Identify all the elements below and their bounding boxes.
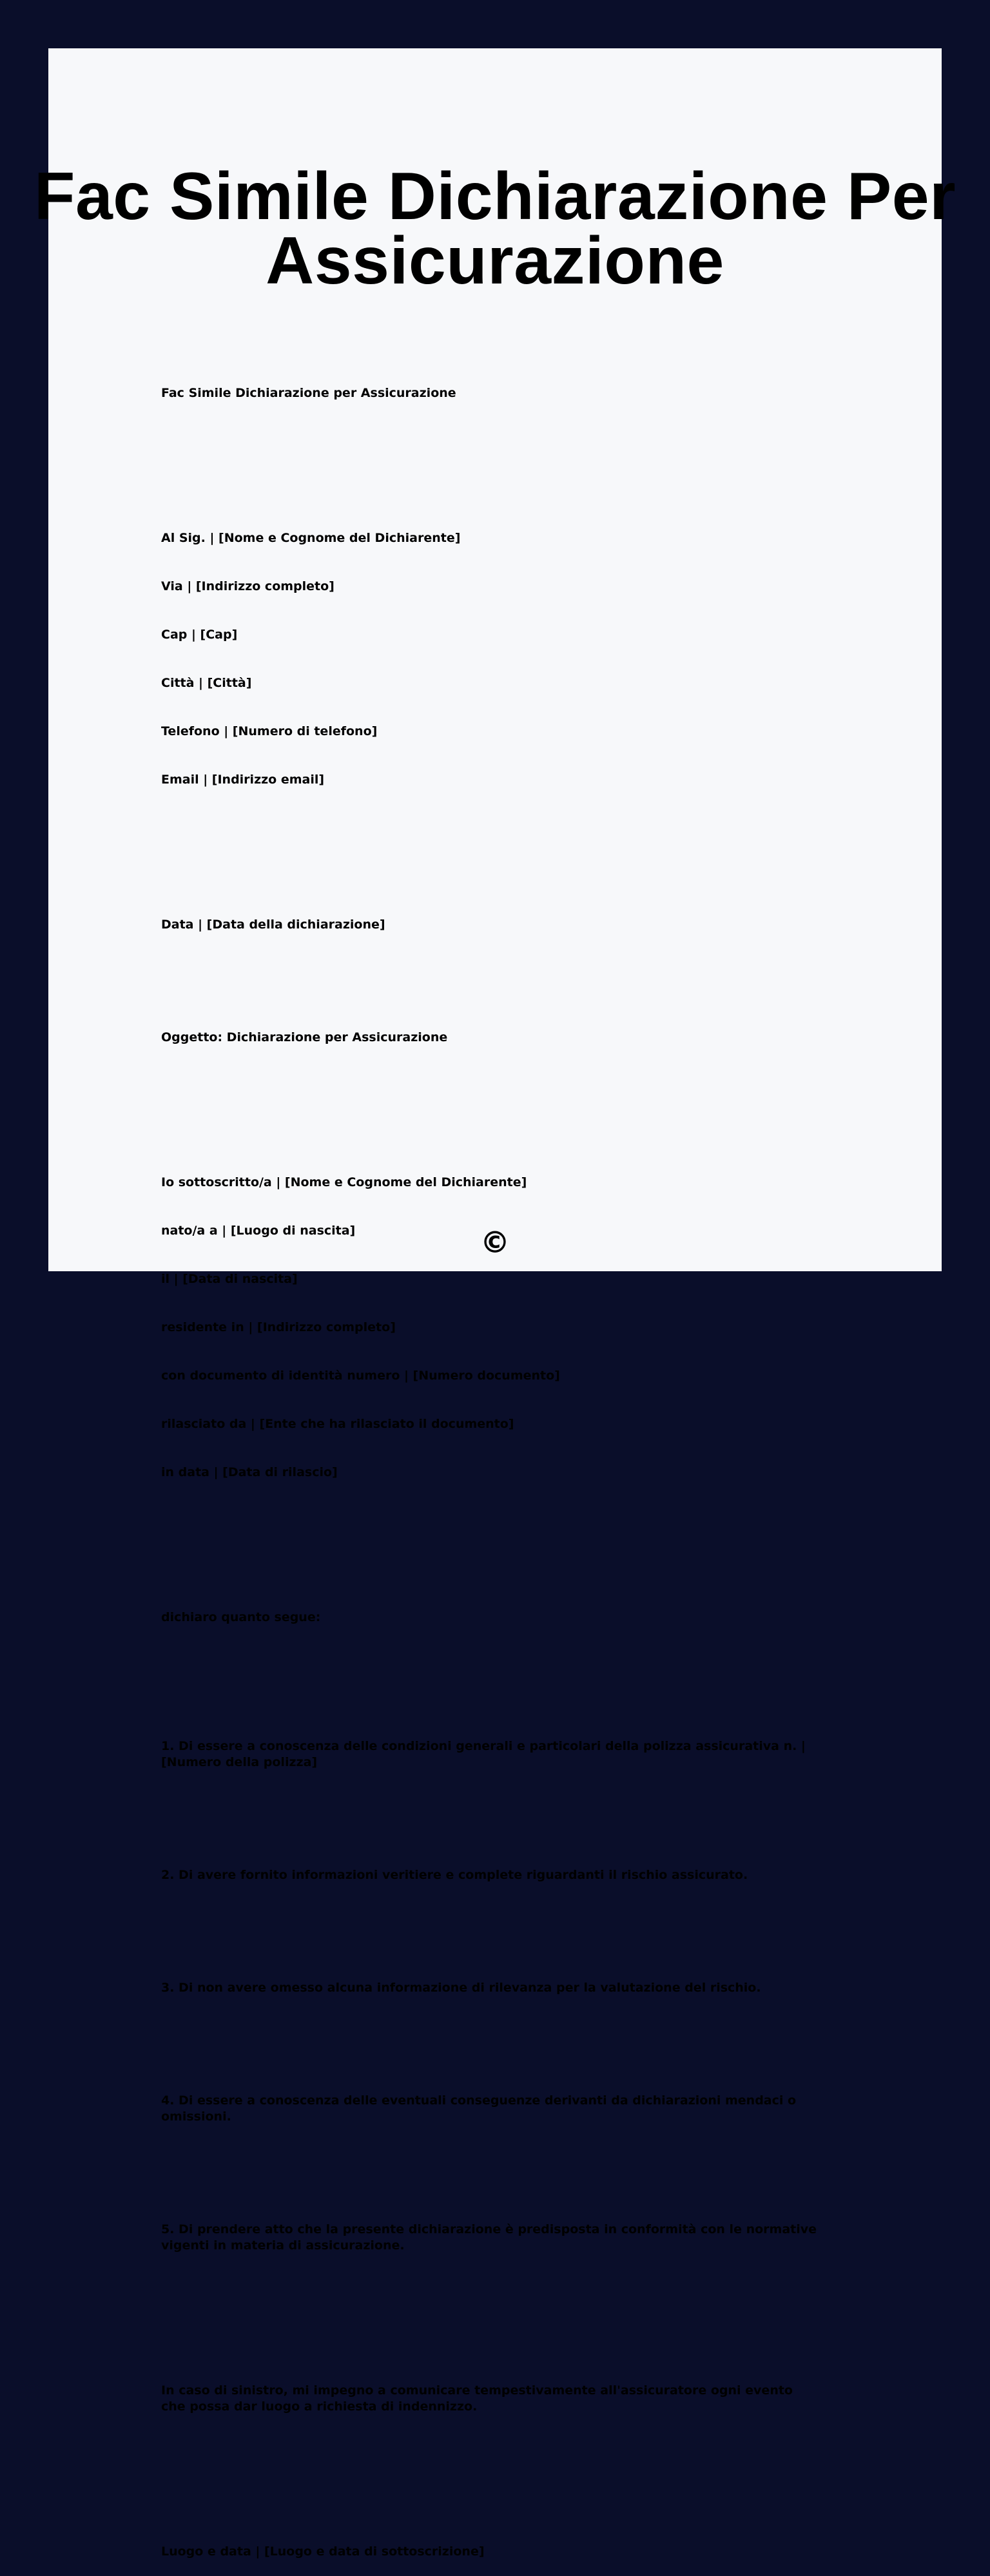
declarant-line: residente in | [Indirizzo completo] (161, 1320, 396, 1334)
letter-heading: Fac Simile Dichiarazione per Assicurazione (161, 386, 456, 400)
declarant-line: nato/a a | [Luogo di nascita] (161, 1224, 356, 1238)
declaration-point: 2. Di avere fornito informazioni veritiere e complete riguardanti il rischio assicurato. (161, 1868, 748, 1882)
declaration-point: 1. Di essere a conoscenza delle condizioni generali e particolari della polizza assicurativa n. | [Numero della polizza] (161, 1739, 810, 1769)
copyright-symbol: © (480, 1225, 510, 1260)
letter-body (161, 353, 819, 2576)
declarant-line: in data | [Data di rilascio] (161, 1465, 338, 1479)
recipient-line: Città | [Città] (161, 676, 252, 690)
place-date-line: Luogo e data | [Luogo e data di sottoscrizione] (161, 2544, 485, 2559)
declarant-block (161, 1142, 819, 1513)
recipient-line: Al Sig. | [Nome e Cognome del Dichiarente] (161, 531, 461, 545)
recipient-line: Email | [Indirizzo email] (161, 773, 325, 787)
declaration-point: 4. Di essere a conoscenza delle eventuali conseguenze derivanti da dichiarazioni mendaci o omissioni. (161, 2093, 801, 2124)
recipient-line: Cap | [Cap] (161, 628, 238, 642)
declaration-intro: dichiaro quanto segue: (161, 1610, 321, 1624)
closing-paragraph: In caso di sinistro, mi impegno a comunicare tempestivamente all'assicuratore ogni evento che possa dar luogo a richiesta di indennizzo. (161, 2383, 797, 2414)
declarant-line: il | [Data di nascita] (161, 1272, 298, 1286)
declarant-line: rilasciato da | [Ente che ha rilasciato il documento] (161, 1417, 514, 1431)
declarant-line: con documento di identità numero | [Numero documento] (161, 1369, 560, 1383)
recipient-line: Telefono | [Numero di telefono] (161, 724, 378, 738)
declaration-point: 5. Di prendere atto che la presente dichiarazione è predisposta in conformità con le normative vigenti in materia di assicurazione. (161, 2222, 821, 2253)
page-title: Fac Simile Dichiarazione Per Assicurazione (34, 159, 956, 298)
declaration-point: 3. Di non avere omesso alcuna informazione di rilevanza per la valutazione del rischio. (161, 1981, 761, 1995)
declarant-line: Io sottoscritto/a | [Nome e Cognome del Dichiarente] (161, 1175, 527, 1189)
recipient-line: Via | [Indirizzo completo] (161, 579, 335, 593)
recipient-block (161, 498, 819, 820)
date-line: Data | [Data della dichiarazione] (161, 918, 385, 932)
subject-line: Oggetto: Dichiarazione per Assicurazione (161, 1030, 448, 1044)
